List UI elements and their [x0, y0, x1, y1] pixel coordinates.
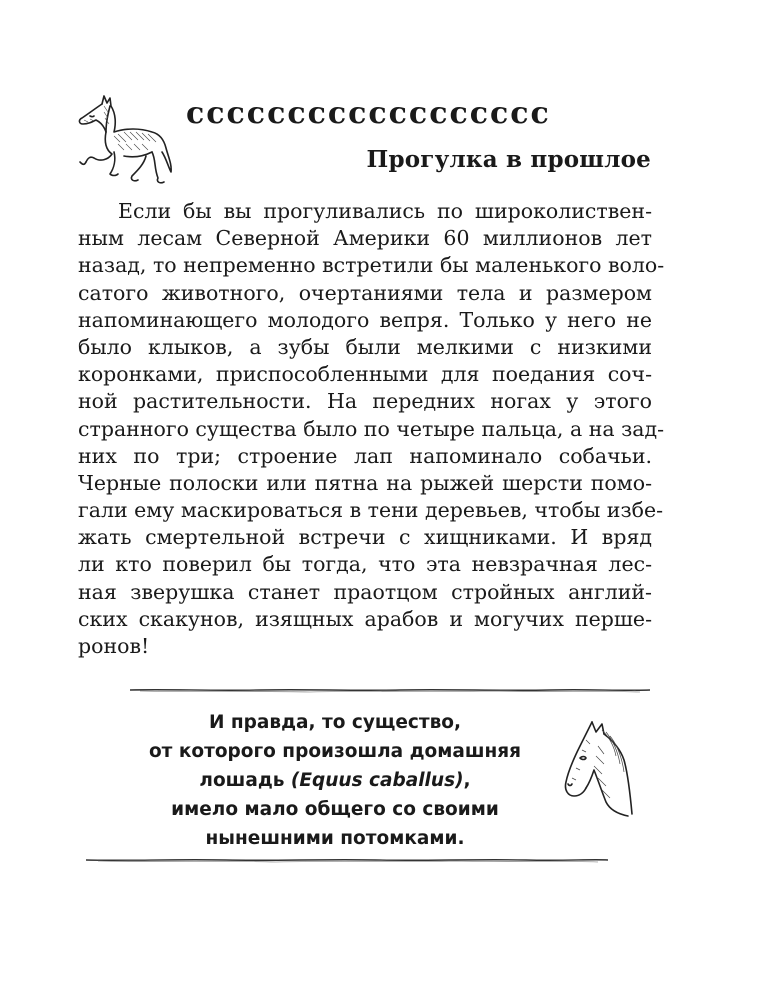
running-horse-illustration — [74, 92, 174, 190]
decorative-divider-bottom — [86, 856, 608, 864]
paragraph-line: них по три; строение лап напоминало собачьи. — [78, 443, 652, 468]
paragraph-line: ских скакунов, изящных арабов и могучих перше- — [78, 606, 652, 631]
paragraph-line: ным лесам Северной Америки 60 миллионов лет — [78, 226, 652, 251]
paragraph-line: ной растительности. На передних ногах у этого — [78, 389, 652, 414]
paragraph-line: странного существа было по четыре пальца, а на зад- — [78, 416, 665, 441]
paragraph-line: гали ему маскироваться в тени деревьев, чтобы избе- — [78, 498, 664, 523]
horseshoe-ornament: cccccccccccccccccc — [186, 96, 551, 131]
paragraph-line: ронов! — [78, 634, 150, 658]
callout-text-part: , — [463, 770, 471, 791]
callout-line: имело мало общего со своими — [171, 799, 499, 820]
section-title: Прогулка в прошлое — [366, 146, 651, 173]
paragraph-line: ная зверушка станет праотцом стройных англий- — [78, 579, 652, 604]
paragraph-line: Черные полоски или пятна на рыжей шерсти помо- — [78, 470, 652, 495]
decorative-divider-top — [130, 686, 650, 694]
paragraph-line: напоминающего молодого вепря. Только у него не — [78, 307, 652, 332]
paragraph-line: ли кто поверил бы тогда, что эта невзрачная лес- — [78, 552, 652, 577]
callout-text — [140, 708, 530, 853]
callout-line: от которого произошла домашняя — [148, 741, 522, 762]
paragraph-line: жать смертельной встречи с хищниками. И вряд — [78, 525, 652, 550]
paragraph-line: было клыков, а зубы были мелкими с низкими — [78, 334, 652, 359]
body-paragraph — [78, 198, 665, 660]
callout-text-part: лошадь — [199, 770, 291, 791]
latin-species-name: (Equus caballus) — [290, 770, 464, 791]
callout-line — [140, 766, 530, 795]
callout-line: нынешними потомками. — [205, 828, 465, 849]
paragraph-line: коронками, приспособленными для поедания соч- — [78, 362, 652, 387]
callout-line: И правда, то существо, — [208, 712, 462, 733]
horse-head-illustration — [558, 716, 640, 820]
paragraph-line: Если бы вы прогуливались по широколиствен- — [118, 199, 652, 223]
paragraph-line: назад, то непременно встретили бы маленького воло- — [78, 253, 665, 278]
paragraph-line: сатого животного, очертаниями тела и размером — [78, 280, 652, 305]
